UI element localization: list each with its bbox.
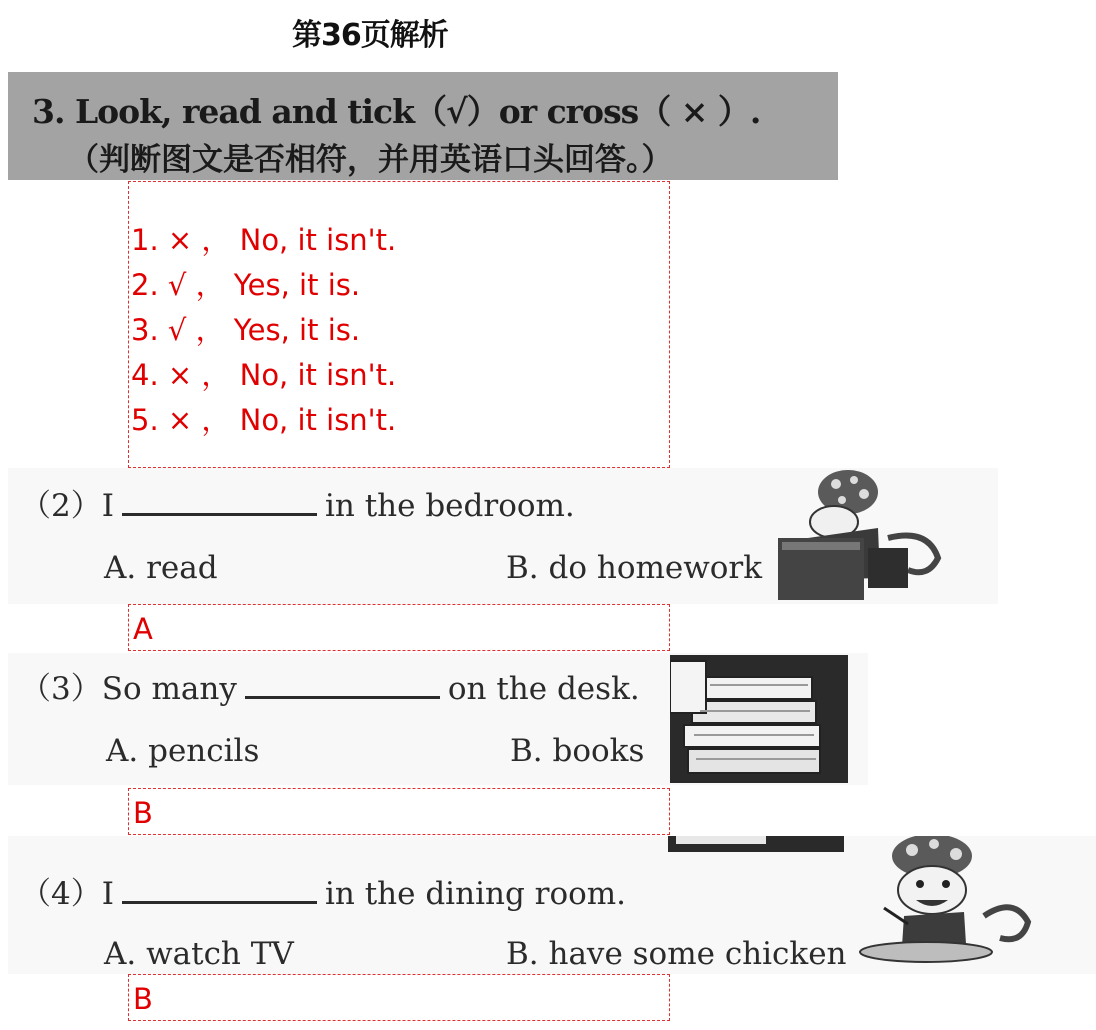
child-eating-chicken-illustration (854, 836, 1034, 970)
answer-blank (122, 487, 317, 516)
option-a: A. read (104, 550, 218, 586)
question-4 (8, 836, 1096, 974)
option-a: A. watch TV (104, 936, 294, 972)
exercise-instruction-chinese: （判断图文是否相符，并用英语口头回答。） (68, 142, 673, 178)
option-b: B. have some chicken (506, 936, 847, 972)
exercise-instruction: 3. Look, read and tick（√）or cross（ × ）. (32, 92, 761, 131)
answer-box-q4 (128, 974, 670, 1021)
question-stem (20, 480, 575, 525)
stack-of-books-illustration (670, 655, 848, 783)
stem-after: in the bedroom. (324, 488, 575, 524)
answer-box-q3 (128, 788, 670, 835)
question-number: （3） (20, 671, 102, 707)
stem-before: I (101, 488, 114, 524)
question-stem (20, 868, 626, 913)
question-stem (20, 663, 640, 708)
option-b: B. do homework (506, 550, 763, 586)
stem-before: I (101, 876, 114, 912)
answer-letter: B (133, 796, 153, 830)
answer-box-part1 (128, 181, 670, 468)
stem-before: So many (101, 671, 237, 707)
exercise-header-banner (8, 72, 838, 180)
answer-blank (245, 670, 440, 699)
question-number: （2） (20, 488, 102, 524)
answer-list (131, 218, 396, 443)
books-image-edge (668, 836, 844, 852)
answer-blank (122, 875, 317, 904)
answer-item: 2. √ ， Yes, it is. (131, 268, 361, 302)
answer-item: 3. √ ， Yes, it is. (131, 313, 361, 347)
page-title: 第36页解析 (292, 18, 448, 53)
answer-item: 4. × ， No, it isn't. (131, 358, 397, 392)
question-number: （4） (20, 876, 102, 912)
answer-item: 1. × ， No, it isn't. (131, 223, 397, 257)
option-b: B. books (510, 733, 645, 769)
child-doing-homework-illustration (768, 468, 948, 604)
answer-box-q2 (128, 604, 670, 651)
option-a: A. pencils (106, 733, 260, 769)
stem-after: on the desk. (447, 671, 640, 707)
answer-item: 5. × ， No, it isn't. (131, 403, 397, 437)
answer-letter: A (133, 612, 153, 646)
question-2 (8, 468, 998, 604)
stem-after: in the dining room. (324, 876, 627, 912)
question-3 (8, 653, 868, 785)
answer-letter: B (133, 982, 153, 1016)
